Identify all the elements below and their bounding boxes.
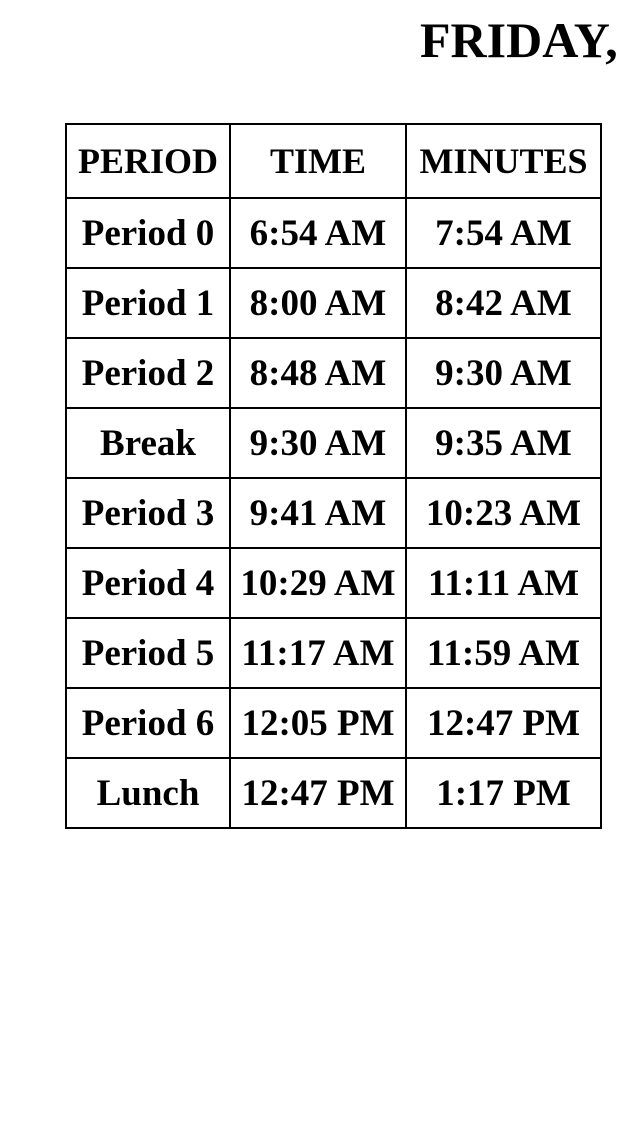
- start-time-cell: 12:05 PM: [230, 688, 406, 758]
- table-header-row: [66, 124, 601, 198]
- header-time: TIME: [230, 124, 406, 198]
- start-time-cell: 12:47 PM: [230, 758, 406, 828]
- period-cell: Break: [66, 408, 230, 478]
- start-time-cell: 8:00 AM: [230, 268, 406, 338]
- period-cell: Lunch: [66, 758, 230, 828]
- schedule-table: [65, 123, 602, 829]
- start-time-cell: 9:30 AM: [230, 408, 406, 478]
- table-row: [66, 548, 601, 618]
- header-minutes: MINUTES: [406, 124, 601, 198]
- end-time-cell: 7:54 AM: [406, 198, 601, 268]
- period-cell: Period 1: [66, 268, 230, 338]
- period-cell: Period 0: [66, 198, 230, 268]
- period-cell: Period 3: [66, 478, 230, 548]
- start-time-cell: 6:54 AM: [230, 198, 406, 268]
- start-time-cell: 11:17 AM: [230, 618, 406, 688]
- end-time-cell: 10:23 AM: [406, 478, 601, 548]
- start-time-cell: 10:29 AM: [230, 548, 406, 618]
- period-cell: Period 5: [66, 618, 230, 688]
- end-time-cell: 9:30 AM: [406, 338, 601, 408]
- period-cell: Period 2: [66, 338, 230, 408]
- end-time-cell: 8:42 AM: [406, 268, 601, 338]
- table-row: [66, 478, 601, 548]
- table-row: [66, 408, 601, 478]
- header-period: PERIOD: [66, 124, 230, 198]
- end-time-cell: 11:11 AM: [406, 548, 601, 618]
- table-row: [66, 268, 601, 338]
- end-time-cell: 12:47 PM: [406, 688, 601, 758]
- page-title: FRIDAY,: [420, 12, 618, 68]
- end-time-cell: 11:59 AM: [406, 618, 601, 688]
- table-row: [66, 198, 601, 268]
- start-time-cell: 9:41 AM: [230, 478, 406, 548]
- period-cell: Period 6: [66, 688, 230, 758]
- table-row: [66, 338, 601, 408]
- table-row: [66, 618, 601, 688]
- table-row: [66, 688, 601, 758]
- end-time-cell: 9:35 AM: [406, 408, 601, 478]
- start-time-cell: 8:48 AM: [230, 338, 406, 408]
- table-row: [66, 758, 601, 828]
- period-cell: Period 4: [66, 548, 230, 618]
- end-time-cell: 1:17 PM: [406, 758, 601, 828]
